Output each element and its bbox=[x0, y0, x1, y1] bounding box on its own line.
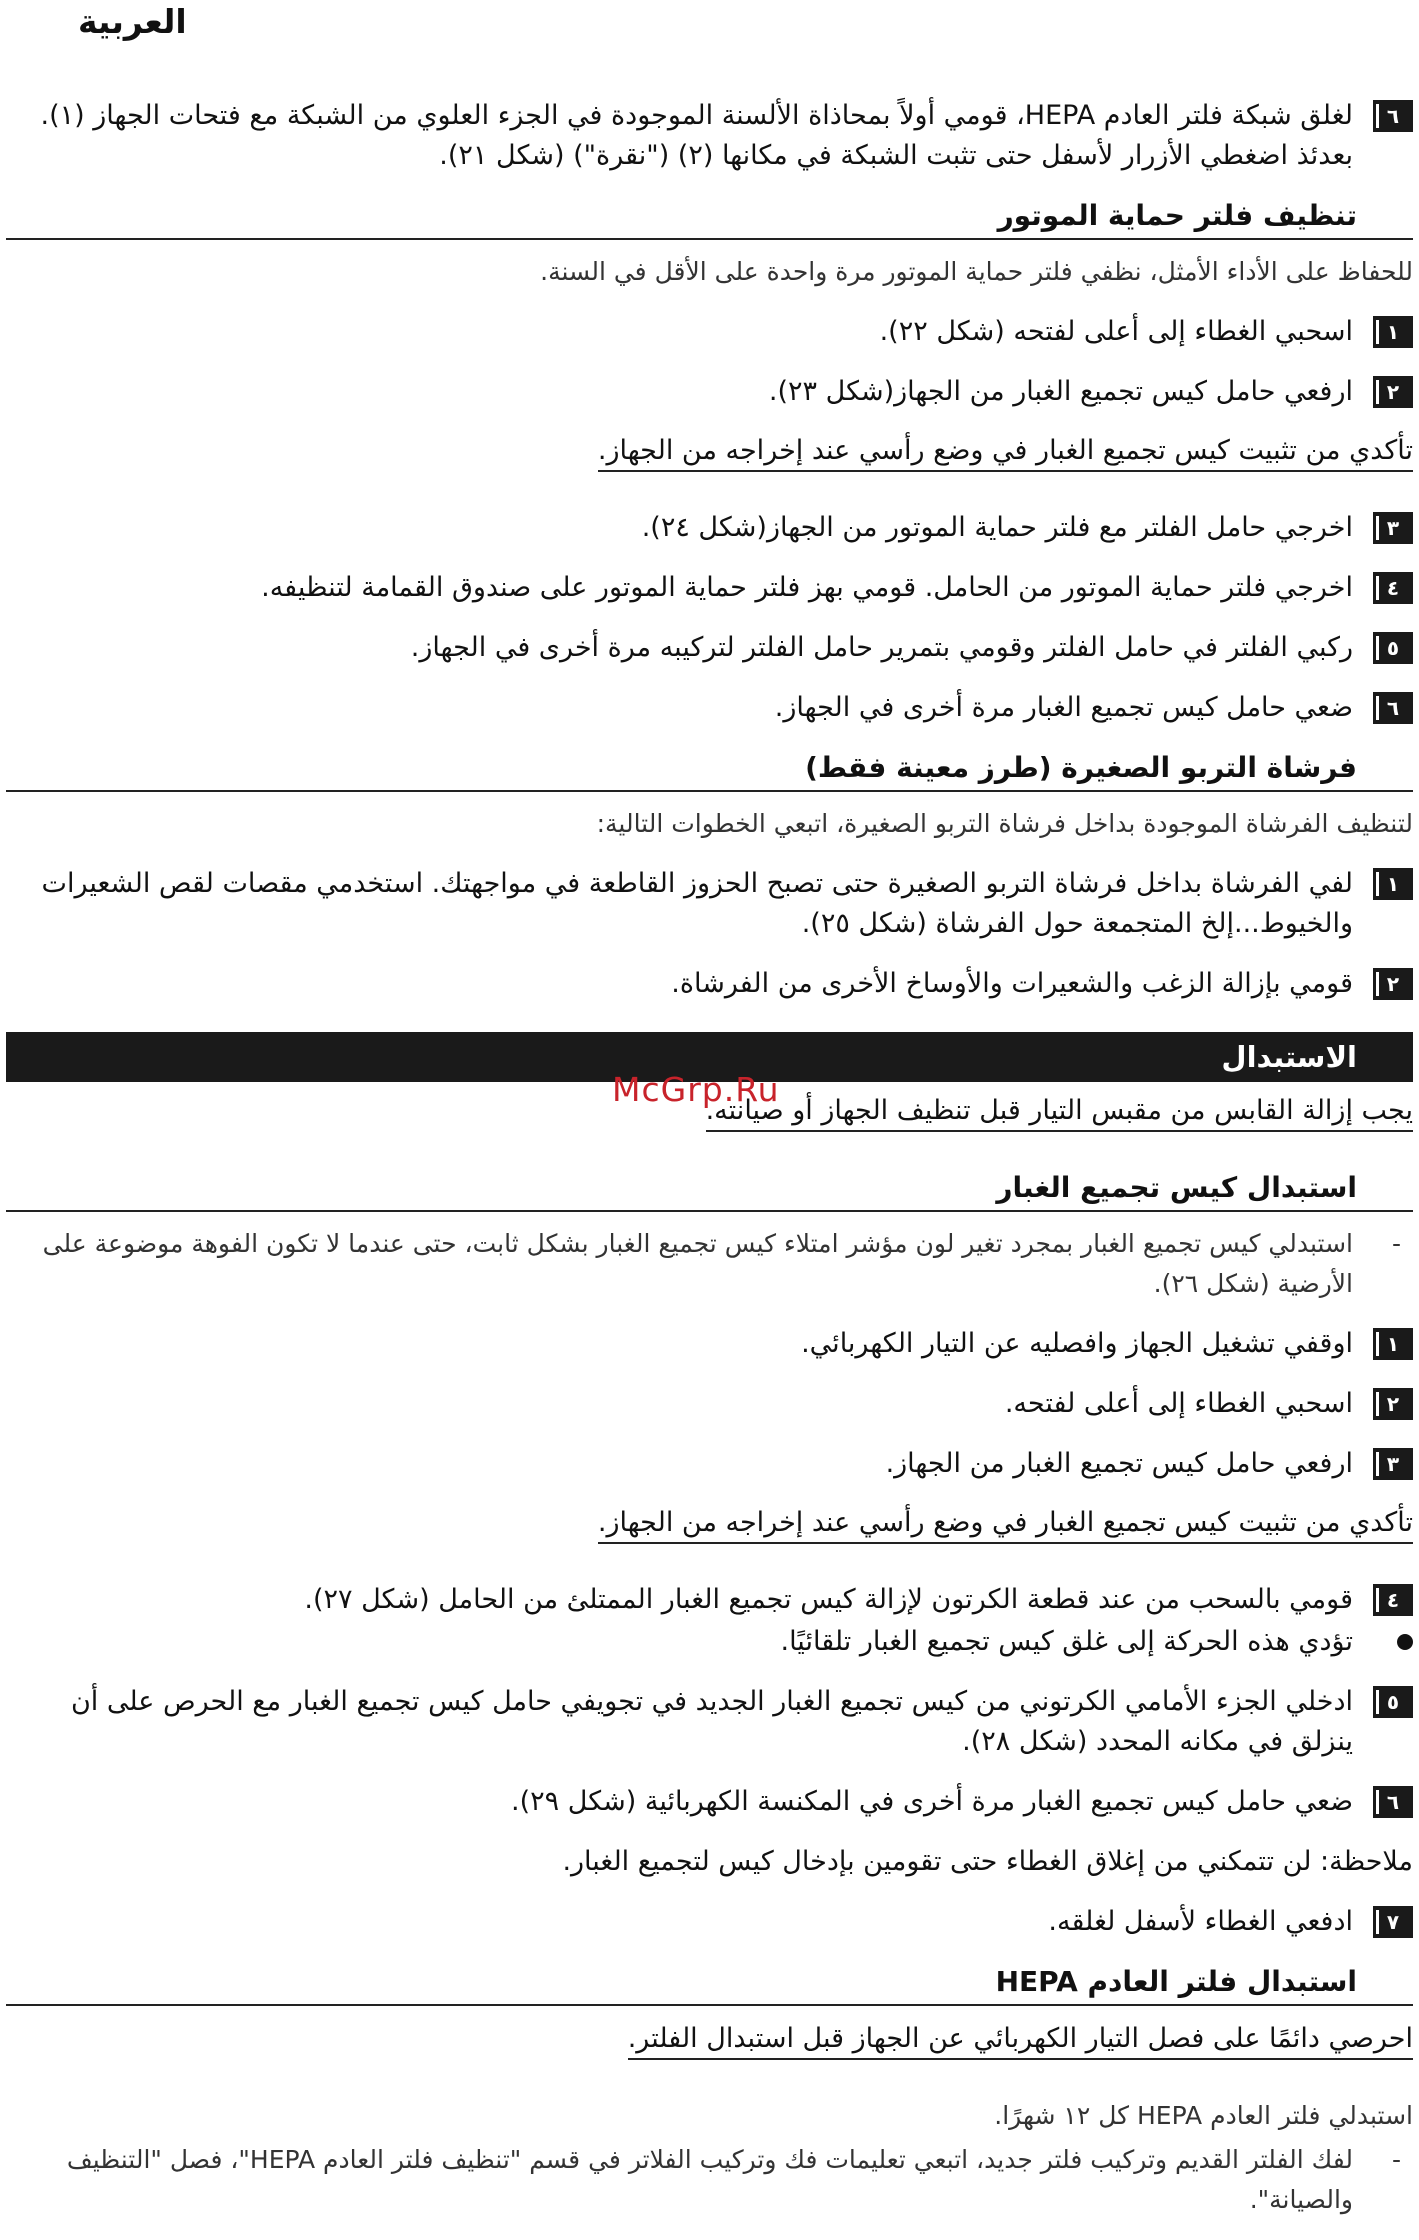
step-text: ارفعي حامل كيس تجميع الغبار من الجهاز. bbox=[885, 1448, 1353, 1479]
step-bag-4 bbox=[6, 1580, 1413, 1662]
warning-motor-bag: تأكدي من تثبيت كيس تجميع الغبار في وضع رأسي عند إخراجه من الجهاز. bbox=[598, 432, 1413, 472]
dash-item-dust-bag bbox=[6, 1224, 1413, 1304]
step-bag-7 bbox=[6, 1902, 1413, 1942]
heading-dust-bag: استبدال كيس تجميع الغبار bbox=[6, 1168, 1413, 1212]
bullet-icon bbox=[1397, 1634, 1413, 1650]
step-text: ركبي الفلتر في حامل الفلتر وقومي بتمرير حامل الفلتر لتركيبه مرة أخرى في الجهاز. bbox=[410, 632, 1353, 663]
step-number: ١ bbox=[1373, 316, 1413, 348]
step-text: لفي الفرشاة بداخل فرشاة التربو الصغيرة حتى تصبح الحزوز القاطعة في مواجهتك. استخدمي مقصات لقص الشعيرات والخيوط...إلخ المتجمعة حول الفرشاة (شكل ٢٥). bbox=[41, 868, 1353, 939]
heading-turbo-brush: فرشاة التربو الصغيرة (طرز معينة فقط) bbox=[6, 748, 1413, 792]
language-title: العربية bbox=[78, 2, 187, 41]
section-band-replacement: الاستبدال bbox=[6, 1032, 1413, 1082]
step-text: ادفعي الغطاء لأسفل لغلقه. bbox=[1048, 1906, 1353, 1937]
step-turbo-2 bbox=[6, 964, 1413, 1004]
step-number: ٢ bbox=[1373, 376, 1413, 408]
step-number: ٦ bbox=[1373, 1786, 1413, 1818]
step-text: لغلق شبكة فلتر العادم HEPA، قومي أولاً بمحاذاة الألسنة الموجودة في الجزء العلوي من الشبكة مع فتحات الجهاز (١). بعدئذ اضغطي الأزرار لأسفل حتى تثبت الشبكة في مكانها (٢) ("نقرة") (شكل ٢١). bbox=[40, 100, 1353, 171]
step-text: ارفعي حامل كيس تجميع الغبار من الجهاز(شكل ٢٣). bbox=[768, 376, 1353, 407]
warning-bag-upright: تأكدي من تثبيت كيس تجميع الغبار في وضع رأسي عند إخراجه من الجهاز. bbox=[598, 1504, 1413, 1544]
intro-hepa-replace: استبدلي فلتر العادم HEPA كل ١٢ شهرًا. bbox=[994, 2101, 1413, 2130]
dash-item-hepa bbox=[6, 2140, 1413, 2220]
content-column bbox=[6, 96, 1413, 2240]
dash-text: استبدلي كيس تجميع الغبار بمجرد تغير لون مؤشر امتلاء كيس تجميع الغبار بشكل ثابت، حتى عندما لا تكون الفوهة موضوعة على الأرضية (شكل ٢٦). bbox=[42, 1229, 1353, 1298]
step-number: ٣ bbox=[1373, 512, 1413, 544]
step-number: ٢ bbox=[1373, 968, 1413, 1000]
step-number: ٥ bbox=[1373, 1686, 1413, 1718]
step-number: ١ bbox=[1373, 1328, 1413, 1360]
dash-mark: - bbox=[1391, 1229, 1401, 1258]
step-number: ٣ bbox=[1373, 1448, 1413, 1480]
step-text: ادخلي الجزء الأمامي الكرتوني من كيس تجميع الغبار الجديد في تجويفي حامل كيس تجميع الغبار مع الحرص على أن ينزلق في مكانه المحدد (شكل ٢٨). bbox=[70, 1686, 1353, 1757]
step-motor-2 bbox=[6, 372, 1413, 412]
step-motor-4 bbox=[6, 568, 1413, 608]
step-number: ٢ bbox=[1373, 1388, 1413, 1420]
step-number: ٧ bbox=[1373, 1906, 1413, 1938]
step-text: ضعي حامل كيس تجميع الغبار مرة أخرى في المكنسة الكهربائية (شكل ٢٩). bbox=[511, 1786, 1353, 1817]
step-text: اخرجي فلتر حماية الموتور من الحامل. قومي بهز فلتر حماية الموتور على صندوق القمامة لتنظيفه. bbox=[261, 572, 1353, 603]
step-motor-3 bbox=[6, 508, 1413, 548]
step-sub-note bbox=[6, 1622, 1353, 1662]
step-bag-6 bbox=[6, 1782, 1413, 1822]
step-text: اخرجي حامل الفلتر مع فلتر حماية الموتور من الجهاز(شكل ٢٤). bbox=[641, 512, 1353, 543]
intro-motor-filter: للحفاظ على الأداء الأمثل، نظفي فلتر حماية الموتور مرة واحدة على الأقل في السنة. bbox=[540, 257, 1413, 286]
step-number: ٦ bbox=[1373, 100, 1413, 132]
step-bag-5 bbox=[6, 1682, 1413, 1762]
step-sub-text: تؤدي هذه الحركة إلى غلق كيس تجميع الغبار تلقائيًا. bbox=[780, 1626, 1353, 1657]
step-bag-2 bbox=[6, 1384, 1413, 1424]
step-text: اسحبي الغطاء إلى أعلى لفتحه. bbox=[1004, 1388, 1353, 1419]
heading-hepa-replace: استبدال فلتر العادم HEPA bbox=[6, 1962, 1413, 2006]
step-number: ٦ bbox=[1373, 692, 1413, 724]
step-number: ٥ bbox=[1373, 632, 1413, 664]
dash-text: لفك الفلتر القديم وتركيب فلتر جديد، اتبعي تعليمات فك وتركيب الفلاتر في قسم "تنظيف فلتر العادم HEPA"، فصل "التنظيف والصيانة". bbox=[66, 2145, 1353, 2214]
step-number: ٤ bbox=[1373, 572, 1413, 604]
step-bag-1 bbox=[6, 1324, 1413, 1364]
step-motor-1 bbox=[6, 312, 1413, 352]
step-bag-3 bbox=[6, 1444, 1413, 1484]
note-bag-lid: ملاحظة: لن تتمكني من إغلاق الغطاء حتى تقومين بإدخال كيس لتجميع الغبار. bbox=[562, 1846, 1413, 1877]
step-number: ٤ bbox=[1373, 1584, 1413, 1616]
step-text: اوقفي تشغيل الجهاز وافصليه عن التيار الكهربائي. bbox=[801, 1328, 1353, 1359]
step-number: ١ bbox=[1373, 868, 1413, 900]
warning-hepa-unplug: احرصي دائمًا على فصل التيار الكهربائي عن الجهاز قبل استبدال الفلتر. bbox=[628, 2020, 1413, 2060]
step-hepa-close bbox=[6, 96, 1413, 176]
warning-unplug: يجب إزالة القابس من مقبس التيار قبل تنظيف الجهاز أو صيانته. bbox=[706, 1092, 1413, 1132]
watermark-text: McGrp.Ru bbox=[612, 1070, 780, 1109]
step-text: قومي بالسحب من عند قطعة الكرتون لإزالة كيس تجميع الغبار الممتلئ من الحامل (شكل ٢٧). bbox=[304, 1584, 1353, 1615]
step-text: ضعي حامل كيس تجميع الغبار مرة أخرى في الجهاز. bbox=[774, 692, 1353, 723]
step-motor-5 bbox=[6, 628, 1413, 668]
step-motor-6 bbox=[6, 688, 1413, 728]
intro-turbo-brush: لتنظيف الفرشاة الموجودة بداخل فرشاة التربو الصغيرة، اتبعي الخطوات التالية: bbox=[596, 809, 1413, 838]
heading-motor-filter: تنظيف فلتر حماية الموتور bbox=[6, 196, 1413, 240]
step-turbo-1 bbox=[6, 864, 1413, 944]
step-text: اسحبي الغطاء إلى أعلى لفتحه (شكل ٢٢). bbox=[879, 316, 1353, 347]
step-text: قومي بإزالة الزغب والشعيرات والأوساخ الأخرى من الفرشاة. bbox=[671, 968, 1353, 999]
dash-mark: - bbox=[1391, 2145, 1401, 2174]
